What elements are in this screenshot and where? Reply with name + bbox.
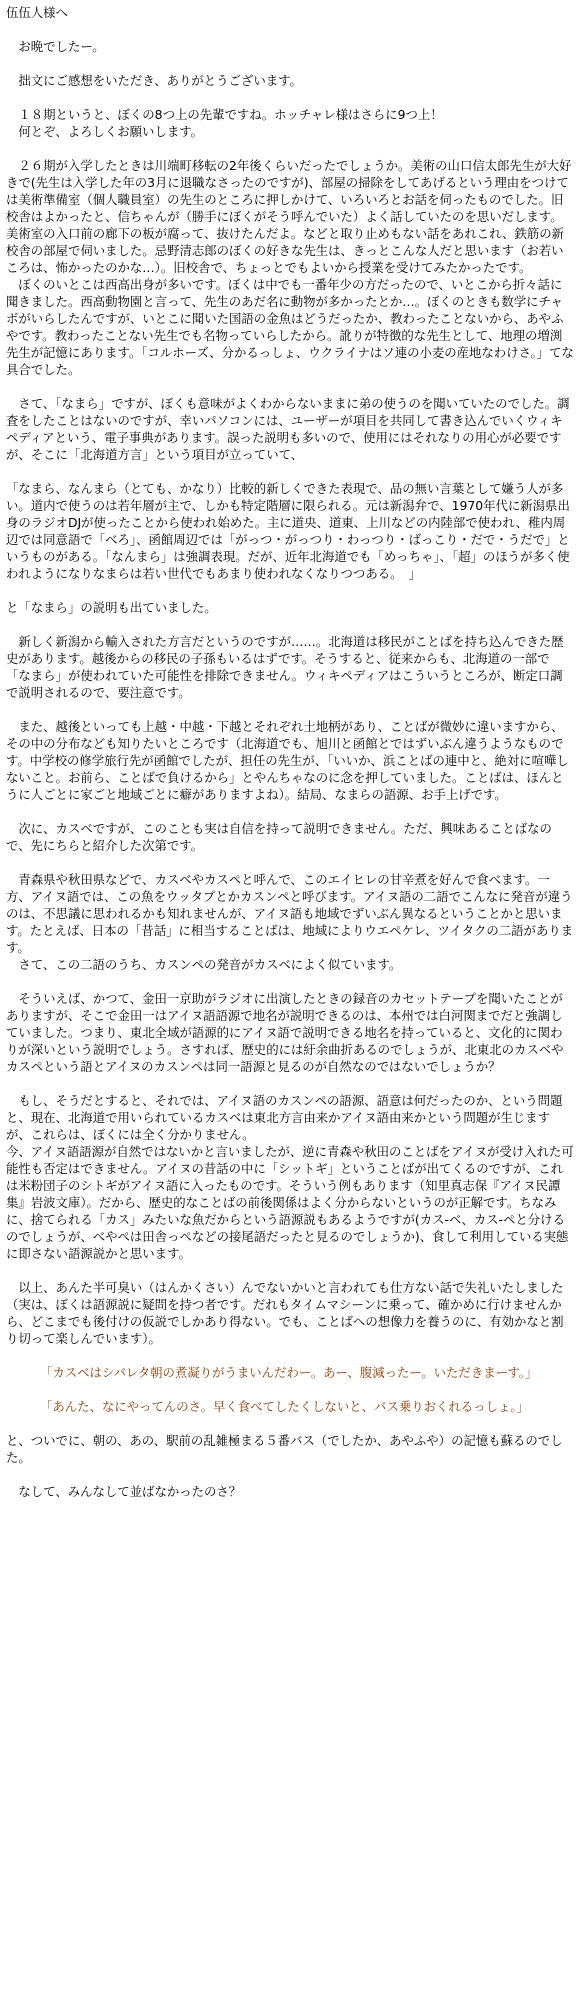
senpai-paragraph: １８期というと、ぼくの8つ上の先輩ですね。ホッチャレ様はさらに9つ上！ 何とぞ、よろしくお願いします。 bbox=[18, 107, 443, 139]
after-quotes-paragraph: と、ついでに、朝の、あの、駅前の乱雑極まる５番バス（でしたか、あやふや）の記憶も蘇るのでした。 bbox=[6, 1433, 563, 1465]
memory-paragraph-2: ぼくのいとこは西高出身が多いです。ぼくは中でも一番年少の方だったので、いとこから折々話に聞きました。西高動物園と言って、先生のあだ名に動物が多かったとか…。ぼくのときも数学にチャボがいらしたんですが、いとこに聞いた国語の金魚はどうだったか、教わったことないから、あやふやです。教わったことない先生でも名物っていらしたから。訛りが特徴的な先生として、地理の増渕先生が記憶にあります。「コルホーズ、分かるっしょ、ウクライナはソ連の小麦の産地なわけさ。」てな具合でした。 bbox=[6, 277, 574, 377]
opening-line: お晩でしたー。 bbox=[6, 39, 105, 54]
dialogue-quote-1: 「カスベはシバレタ朝の煮凝りがうまいんだわー。あー、腹減ったー。いただきまーす。」 bbox=[40, 1365, 538, 1380]
niigata-paragraph: 新しく新潟から輸入された方言だというのですが……。北海道は移民がことばを持ち込んできた歴史があります。越後からの移民の子孫もいるはずです。そうすると、従来からも、北海道の一部で「なまら」が使われていた可能性を排除できません。ウィキペディアはこういうところが、断定口調で説明されるので、要注意です。 bbox=[6, 634, 564, 700]
kasube-intro-paragraph: 次に、カスベですが、このことも実は自信を持って説明できません。ただ、興味あることばなので、先にちらと紹介した次第です。 bbox=[6, 821, 552, 853]
origin-question-paragraph: もし、そうだとすると、それでは、アイヌ語のカスンペの語源、語意は何だったのか、という問題と、現在、北海道で用いられているカスベは東北方言由来かアイヌ語由来かという問題が生じますが、これらは、ぼくには全く分かりません。 bbox=[6, 1093, 563, 1142]
namara-intro-paragraph: さて、「なまら」ですが、ぼくも意味がよくわからないままに弟の使うのを聞いていたのでした。調査をしたことはないのですが、幸いパソコンには、ユーザーが項目を共同して書き込んでいくウィキペディアという、電子事典があります。誤った説明も多いので、使用にはそれなりの用心が必要ですが、そこに「北海道方言」という項目が立っていて、 bbox=[6, 396, 570, 462]
wikipedia-quote: 「なまら、なんまら（とても、かなり）比較的新しくできた表現で、品の無い言葉として嫌う人が多い。道内で使うのは若年層が主で、しかも特定階層に限られる。元は新潟弁で、1970年代に新潟県出身のラジオDJが使ったことから使われ始めた。主に道央、道東、上川などの内陸部で使われ、稚内周辺では同意語で「べろ」、函館周辺では「がっつ・がっつり・わっつり・ばっこり・だで・うだで」というものがある。「なんまら」は強調表現。だが、近年北海道でも「めっちゃ」、「超」のほうが多く使われようになりなまらは若い世代でもあまり使われなくなりつつある。 」 bbox=[6, 481, 570, 581]
greeting: 伍伍人様へ bbox=[6, 5, 68, 20]
final-line: なして、みんなして並ばなかったのさ？ bbox=[6, 1484, 242, 1499]
wikipedia-outro: と「なまら」の説明も出ていました。 bbox=[6, 600, 217, 615]
origin-question-paragraph-2: 今、アイヌ語語源が自然ではないかと言いましたが、逆に青森や秋田のことばをアイヌが受け入れた可能性も否定はできません。アイヌの昔話の中に「シットギ」ということばが出てくるのですが、これは米粉団子のシトギがアイヌ語に入ったものです。そういう例もあります（知里真志保『アイヌ民譚集』岩波文庫）。だから、歴史的なことばの前後関係はよく分からないというのが正解です。ちなみに、捨てられる「カス」みたいな魚だからという語源説もあるようですが(カス-ベ、カス-ペと分けるのでしょうが、べやぺは田舎っぺなどの接尾語だったと見るのでしょうか)、食して利用している実態に即さない語源説かと思います。 bbox=[6, 1144, 574, 1261]
kasube-ainu-paragraph: 青森県や秋田県などで、カスベやカスペと呼んで、このエイヒレの甘辛煮を好んで食べます。一方、アイヌ語では、この魚をウッタプとかカスンペと呼びます。アイヌ語の二語でこんなに発音が違うのは、不思議に思われるかも知れませんが、アイヌ語も地域でずいぶん異なるということかと思います。たとえば、日本の「昔話」に相当することばは、地域によりウエペケレ、ツイタクの二語があります。 bbox=[6, 872, 574, 955]
memory-paragraph-1: ２６期が入学したときは川端町移転の2年後くらいだったでしょうか。美術の山口信太郎先生が大好きで(先生は入学した年の3月に退職なさったのですが)、部屋の掃除をしてあげるという理由をつけては美術準備室（個人職員室）の先生のところに押しかけて、いろいろとお話を伺ったものでした。旧校舎はよかったと、信ちゃんが（勝手にぼくがそう呼んでいた）よく話していたのを思いだします。美術室の入口前の廊下の板が腐って、抜けたんだよ。などと取り止めもない話をあれこれ、鉄筋の新校舎の部屋で伺いました。忌野清志郎のぼくの好きな先生は、きっとこんな人だと思います（お若いころは、怖かったのかな…）。旧校舎で、ちょっとでもよいから授業を受けてみたかったです。 bbox=[6, 158, 572, 275]
thanks-paragraph: 拙文にご感想をいただき、ありがとうございます。 bbox=[6, 73, 302, 88]
echigo-paragraph: また、越後といっても上越・中越・下越とそれぞれ土地柄があり、ことばが微妙に違いますから、その中の分布なども知りたいところです（北海道でも、旭川と函館とではずいぶん違うようなものです。中学校の修学旅行先が函館でしたが、担任の先生が、「いいか、浜ことばの連中と、絶対に喧嘩しないこと。お前ら、ことばで負けるから」とやんちゃなのに念を押していました。ことばは、ほんとうに人ごとに家ごと地域ごとに癖がありますよね）。結局、なまらの語源、お手上げです。 bbox=[6, 719, 569, 802]
dialogue-quote-2: 「あんた、なにやってんのさ。早く食べてしたくしないと、バス乗りおくれるっしょ。」 bbox=[40, 1399, 529, 1414]
closing-paragraph: 以上、あんた半可臭い（はんかくさい）んでないかいと言われても仕方ない話で失礼いたしました（実は、ぼくは語源説に疑問を持つ者です。だれもタイムマシーンに乗って、確かめに行けませんから、どこまでも後付けの仮説でしかあり得ない。でも、ことばへの想像力を養うのに、有効かなと割り切って楽しんでいます）。 bbox=[6, 1280, 564, 1346]
kasube-ainu-paragraph-2: さて、この二語のうち、カスンペの発音がカスベによく似ています。 bbox=[6, 957, 402, 972]
dialogue-quotes bbox=[6, 1364, 574, 1415]
kindaichi-paragraph: そういえば、かつて、金田一京助がラジオに出演したときの録音のカセットテープを聞いたことがありますが、そこで金田一はアイヌ語語源で地名が説明できるのは、本州では白河関までだと強調していました。つまり、東北全域が語源的にアイヌ語で説明できる地名を持っていると、文化的に関わりが深いという説明でしょう。さすれば、歴史的には紆余曲折あるのでしょうが、北東北のカスベやカスペという語とアイヌのカスンペは同一語源と見るのが自然なのではないでしょうか？ bbox=[6, 991, 564, 1074]
